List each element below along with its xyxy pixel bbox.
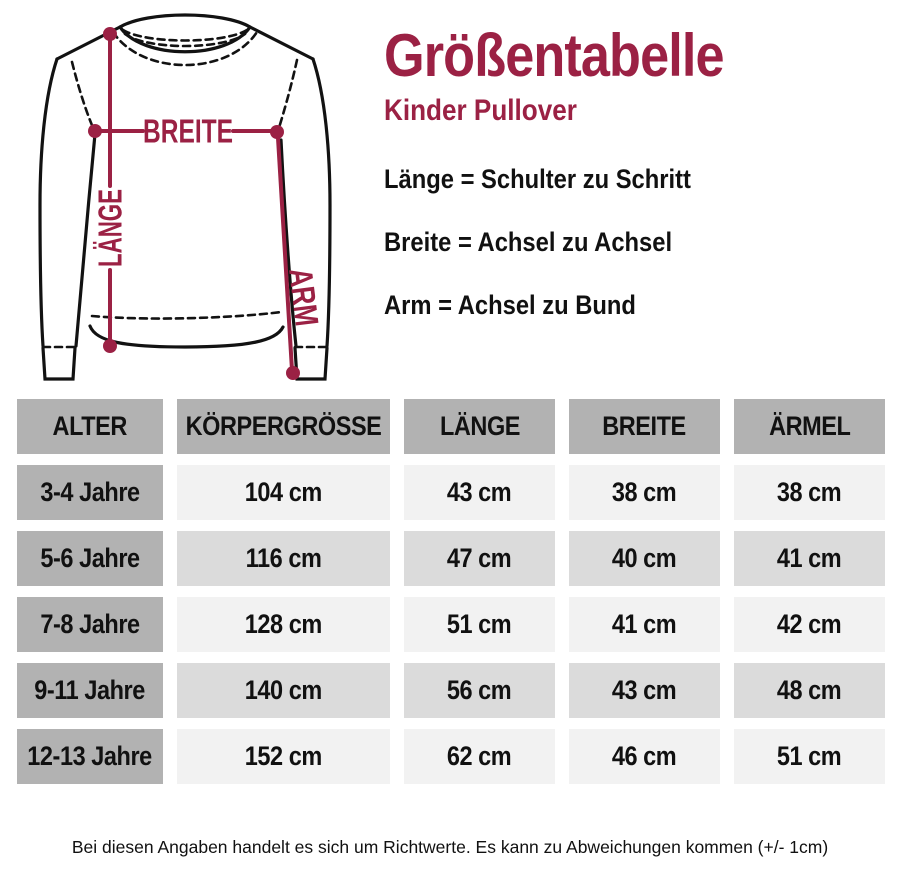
definition-breite: Breite = Achsel zu Achsel — [384, 227, 673, 257]
row-3-value-2 — [404, 663, 555, 718]
diagram-label-laenge: LÄNGE — [91, 151, 129, 267]
row-2-value-4 — [734, 597, 885, 652]
row-1-value-4-label: 41 cm — [777, 543, 842, 573]
column-header-3-label: BREITE — [602, 411, 687, 441]
page-title: Größentabelle — [384, 22, 724, 89]
title-block — [384, 22, 774, 127]
row-4-value-2 — [404, 729, 555, 784]
row-1-value-2-label: 47 cm — [447, 543, 512, 573]
row-1-value-3 — [569, 531, 720, 586]
row-3-value-4 — [734, 663, 885, 718]
sweater-diagram — [0, 0, 360, 392]
row-2-age-label-label: 7-8 Jahre — [40, 609, 140, 639]
row-2-value-2 — [404, 597, 555, 652]
column-header-4-label: ÄRMEL — [768, 411, 851, 441]
footer-note: Bei diesen Angaben handelt es sich um Richtwerte. Es kann zu Abweichungen kommen (+/- 1cm) — [71, 837, 829, 857]
definition-laenge: Länge = Schulter zu Schritt — [384, 164, 691, 194]
row-1-value-2 — [404, 531, 555, 586]
row-2-value-3 — [569, 597, 720, 652]
column-header-2-label: LÄNGE — [439, 411, 520, 441]
row-1-value-4 — [734, 531, 885, 586]
row-0-value-3-label: 38 cm — [612, 477, 677, 507]
row-0-value-4-label: 38 cm — [777, 477, 842, 507]
row-2-value-4-label: 42 cm — [777, 609, 842, 639]
row-0-age-label — [17, 465, 163, 520]
row-4-value-4 — [734, 729, 885, 784]
row-1-value-1-label: 116 cm — [245, 543, 322, 573]
row-3-value-4-label: 48 cm — [777, 675, 842, 705]
row-0-value-1-label: 104 cm — [244, 477, 323, 507]
row-3-value-1 — [177, 663, 390, 718]
column-header-0-label: ALTER — [52, 411, 128, 441]
row-0-value-2-label: 43 cm — [447, 477, 512, 507]
column-header-2 — [404, 399, 555, 454]
row-3-value-2-label: 56 cm — [447, 675, 512, 705]
row-2-age-label — [17, 597, 163, 652]
row-4-value-3 — [569, 729, 720, 784]
row-3-value-3-label: 43 cm — [612, 675, 677, 705]
row-1-age-label-label: 5-6 Jahre — [40, 543, 140, 573]
row-4-value-1-label: 152 cm — [244, 741, 323, 771]
row-4-age-label — [17, 729, 163, 784]
row-2-value-3-label: 41 cm — [612, 609, 677, 639]
row-4-age-label-label: 12-13 Jahre — [27, 741, 153, 771]
row-4-value-1 — [177, 729, 390, 784]
row-4-value-2-label: 62 cm — [447, 741, 512, 771]
row-3-age-label — [17, 663, 163, 718]
row-1-value-3-label: 40 cm — [612, 543, 677, 573]
row-2-value-1 — [177, 597, 390, 652]
diagram-label-arm: ARM — [282, 265, 328, 346]
column-header-4 — [734, 399, 885, 454]
diagram-label-breite: BREITE — [143, 112, 233, 150]
measurement-definitions — [384, 166, 733, 355]
row-1-value-1 — [177, 531, 390, 586]
row-1-age-label — [17, 531, 163, 586]
page-subtitle: Kinder Pullover — [384, 94, 577, 127]
size-table — [17, 399, 885, 784]
row-0-value-4 — [734, 465, 885, 520]
row-0-value-2 — [404, 465, 555, 520]
row-3-value-3 — [569, 663, 720, 718]
column-header-1 — [177, 399, 390, 454]
column-header-1-label: KÖRPERGRÖSSE — [185, 411, 382, 441]
column-header-3 — [569, 399, 720, 454]
row-2-value-2-label: 51 cm — [447, 609, 512, 639]
row-0-value-3 — [569, 465, 720, 520]
row-0-age-label-label: 3-4 Jahre — [40, 477, 140, 507]
row-0-value-1 — [177, 465, 390, 520]
definition-arm: Arm = Achsel zu Bund — [384, 290, 636, 320]
row-4-value-4-label: 51 cm — [777, 741, 842, 771]
row-3-age-label-label: 9-11 Jahre — [34, 675, 146, 705]
row-2-value-1-label: 128 cm — [244, 609, 323, 639]
sweater-outline-icon — [40, 15, 330, 379]
column-header-0 — [17, 399, 163, 454]
row-3-value-1-label: 140 cm — [244, 675, 323, 705]
row-4-value-3-label: 46 cm — [612, 741, 677, 771]
